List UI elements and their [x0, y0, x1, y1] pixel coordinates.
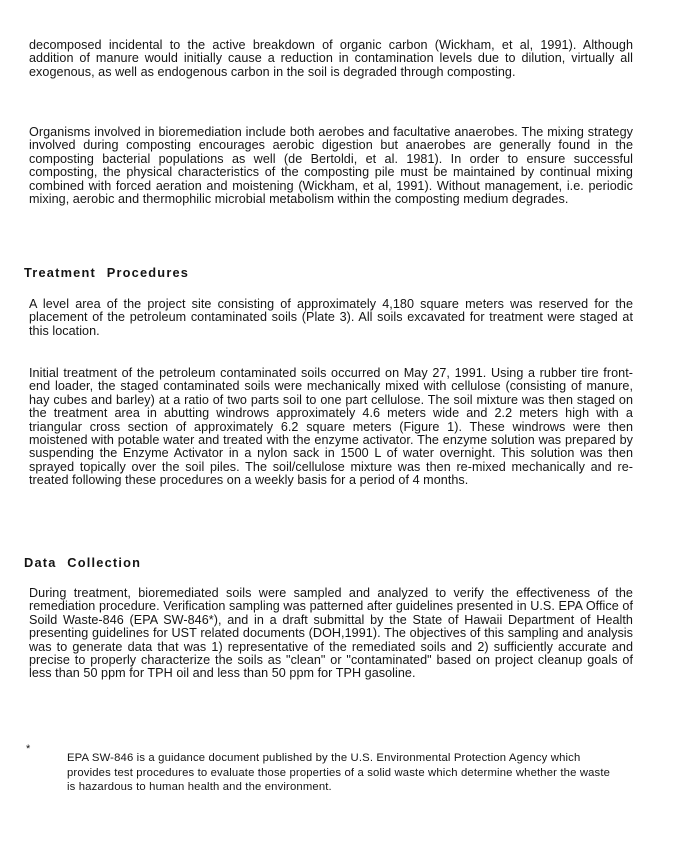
paragraph-project-site: A level area of the project site consisting of approximately 4,180 square meters was reserved for the placement of the petroleum contaminated soils (Plate 3). All soils excavated for treatment were staged at this location. [29, 297, 633, 338]
paragraph-initial-treatment: Initial treatment of the petroleum contaminated soils occurred on May 27, 1991. Using a rubber tire front-end loader, the staged contaminated soils were mechanically mixed with cellulose (consisting of manure, hay cubes and barley) at a ratio of two parts soil to one part cellulose. The soil mixture was then staged on the treatment area in abutting windrows approximately 4.6 meters wide and 2.2 meters high with a triangular cross section of approximately 6.2 square meters (Figure 1). These windrows were then moistened with potable water and treated with the enzyme activator. The enzyme solution was prepared by suspending the Enzyme Activator in a nylon sack in 1500 L of water overnight. This solution was then sprayed topically over the soil piles. The soil/cellulose mixture was then re-mixed mechanically and re-treated following these procedures on a weekly basis for a period of 4 months. [29, 366, 633, 488]
footnote-epa-sw-846: EPA SW-846 is a guidance document published by the U.S. Environmental Protection Agency which provides test procedures to evaluate those properties of a solid waste which determine whether the waste is hazardous to human health and the environment. [67, 752, 611, 794]
section-heading-data-collection: Data Collection [24, 555, 142, 570]
footnote-marker: * [26, 743, 31, 755]
paragraph-organisms: Organisms involved in bioremediation include both aerobes and facultative anaerobes. The mixing strategy involved during composting encourages aerobic digestion but anaerobes are generally found in the composting bacterial populations as well (de Bertoldi, et al. 1981). In order to ensure successful composting, the physical characteristics of the composting pile must be maintained by continual mixing combined with forced aeration and moistening (Wickham, et al, 1991). Without management, i.e. periodic mixing, aerobic and thermophilic microbial metabolism within the composting medium degrades. [29, 125, 633, 207]
paragraph-composting-carbon: decomposed incidental to the active breakdown of organic carbon (Wickham, et al, 1991). Although addition of manure would initially cause a reduction in contamination levels due to dilution, virtually all exogenous, as well as endogenous carbon in the soil is degraded through composting. [29, 38, 633, 79]
paragraph-verification-sampling: During treatment, bioremediated soils were sampled and analyzed to verify the effectiveness of the remediation procedure. Verification sampling was patterned after guidelines presented in U.S. EPA Office of Soild Waste-846 (EPA SW-846*), and in a draft submittal by the State of Hawaii Department of Health presenting guidelines for UST related documents (DOH,1991). The objectives of this sampling and analysis was to generate data that was 1) representative of the remediated soils and 2) sufficiently accurate and precise to properly characterize the soils as "clean" or "contaminated" based on project cleanup goals of less than 50 ppm for TPH oil and less than 50 ppm for TPH gasoline. [29, 586, 633, 681]
section-heading-treatment-procedures: Treatment Procedures [24, 265, 190, 280]
